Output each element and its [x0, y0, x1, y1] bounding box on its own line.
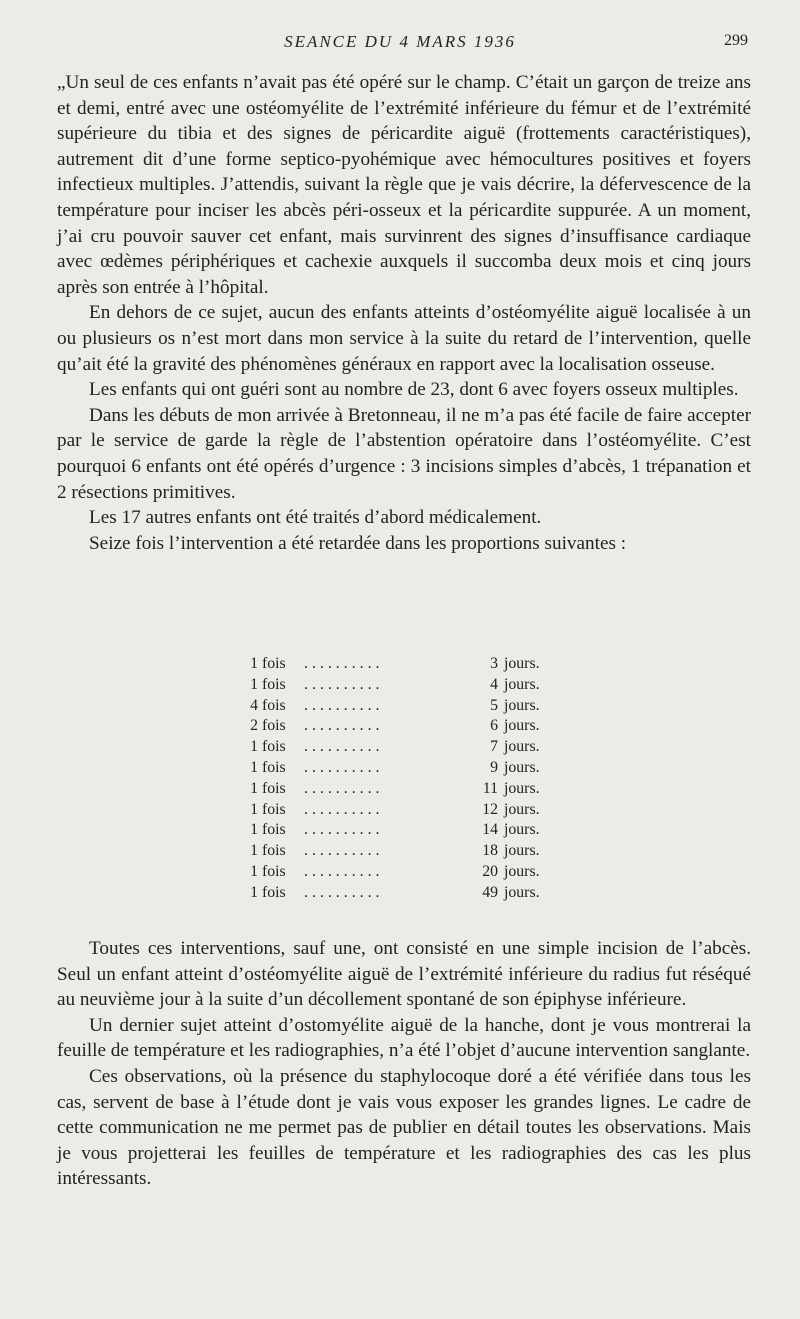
days-cell: 49: [482, 883, 498, 901]
table-row: [236, 779, 564, 800]
label-cell: fois: [262, 842, 286, 860]
days-cell: 3: [490, 655, 498, 672]
label-cell: fois: [262, 655, 286, 672]
leader-dots: ..........: [304, 738, 384, 756]
delay-table: [236, 654, 564, 904]
leader-dots: ..........: [304, 862, 384, 880]
table-row: [236, 862, 564, 883]
paragraph: Les 17 autres enfants ont été traités d’abord médicalement.: [89, 507, 542, 529]
label-cell: fois: [262, 738, 286, 756]
days-cell: 7: [490, 738, 498, 756]
days-cell: 12: [482, 800, 498, 818]
unit-cell: jours.: [504, 696, 540, 714]
days-cell: 14: [482, 821, 498, 839]
days-cell: 11: [482, 779, 498, 797]
count-cell: 1: [250, 862, 258, 880]
paragraph: Un dernier sujet atteint d’ostomyélite aiguë de la hanche, dont je vous montrerai la feuille de température et les radiographies, n’a été l’objet d’aucune intervention sanglante.: [57, 1014, 751, 1062]
table-row: [236, 883, 564, 904]
unit-cell: jours.: [504, 738, 540, 756]
table-row: [236, 820, 564, 841]
count-cell: 1: [250, 738, 258, 756]
unit-cell: jours.: [504, 821, 540, 839]
label-cell: fois: [262, 758, 286, 776]
count-cell: 1: [250, 821, 258, 839]
count-cell: 1: [250, 779, 258, 797]
leader-dots: ..........: [304, 800, 384, 818]
table-row: [236, 800, 564, 821]
unit-cell: jours.: [504, 717, 540, 735]
days-cell: 18: [482, 842, 498, 860]
paragraph: Dans les débuts de mon arrivée à Bretonneau, il ne m’a pas été facile de faire accepter par le service de garde la règle de l’abstention opératoire dans l’ostéomyélite. C’est pourquoi 6 enfants ont été opérés d’urgence : 3 incisions simples d’abcès, 1 trépanation et 2 résections primitives.: [57, 404, 751, 503]
count-cell: 1: [250, 655, 258, 672]
unit-cell: jours.: [504, 842, 540, 860]
leader-dots: ..........: [304, 696, 384, 714]
days-cell: 6: [490, 717, 498, 735]
days-cell: 5: [490, 696, 498, 714]
table-row: [236, 716, 564, 737]
unit-cell: jours.: [504, 883, 540, 901]
table-row: [236, 737, 564, 758]
leader-dots: ..........: [304, 883, 384, 901]
leader-dots: ..........: [304, 675, 384, 693]
days-cell: 9: [490, 758, 498, 776]
unit-cell: jours.: [504, 675, 540, 693]
unit-cell: jours.: [504, 779, 540, 797]
table-row: [236, 758, 564, 779]
label-cell: fois: [262, 800, 286, 818]
table-row: [236, 696, 564, 717]
count-cell: 1: [250, 800, 258, 818]
leader-dots: ..........: [304, 779, 384, 797]
table-row: [236, 675, 564, 696]
leader-dots: ..........: [304, 821, 384, 839]
paragraph: „Un seul de ces enfants n’avait pas été opéré sur le champ. C’était un garçon de treize ans et demi, entré avec une ostéomyélite de l’extrémité inférieure du fémur et de l’extrémité supérieure du tibia et des signes de péricardite aiguë (frottements caractéristiques), autrement dit d’une forme septico-pyohémique avec hémocultures positives et foyers infectieux multiples. J’attendis, suivant la règle que je vais décrire, la défervescence de la température pour inciser les abcès péri-osseux et la péricardite suppurée. A un moment, j’ai cru pouvoir sauver cet enfant, mais survinrent des signes d’insuffisance cardiaque avec œdèmes périphériques et cachexie auxquels il succomba deux mois et cinq jours après son entrée à l’hôpital.: [57, 72, 751, 298]
unit-cell: jours.: [504, 655, 540, 672]
count-cell: 2: [250, 717, 258, 735]
table-row: [236, 841, 564, 862]
label-cell: fois: [262, 883, 286, 901]
unit-cell: jours.: [504, 758, 540, 776]
leader-dots: ..........: [304, 717, 384, 735]
leader-dots: ..........: [304, 758, 384, 776]
leader-dots: ..........: [304, 655, 384, 672]
count-cell: 4: [250, 696, 258, 714]
paragraph: Toutes ces interventions, sauf une, ont consisté en une simple incision de l’abcès. Seul un enfant atteint d’ostéomyélite aiguë de l’extrémité inférieure du radius fut réséqué au neuvième jour à la suite d’un décollement spontané de son épiphyse inférieure.: [57, 938, 751, 1011]
label-cell: fois: [262, 821, 286, 839]
body-text-top: [57, 70, 751, 556]
unit-cell: jours.: [504, 800, 540, 818]
page-header: [0, 32, 800, 56]
unit-cell: jours.: [504, 862, 540, 880]
leader-dots: ..........: [304, 842, 384, 860]
paragraph: Ces observations, où la présence du staphylocoque doré a été vérifiée dans tous les cas, servent de base à l’étude dont je vais vous exposer les grandes lignes. Le cadre de cette communication ne me permet pas de publier en détail toutes les observations. Mais je vous projetterai les feuilles de température et les radiographies des cas les plus intéressants.: [57, 1065, 751, 1190]
label-cell: fois: [262, 675, 286, 693]
days-cell: 4: [490, 675, 498, 693]
count-cell: 1: [250, 883, 258, 901]
label-cell: fois: [262, 717, 286, 735]
label-cell: fois: [262, 696, 286, 714]
table-row: [236, 654, 564, 675]
body-text-bottom: [57, 936, 751, 1192]
label-cell: fois: [262, 779, 286, 797]
count-cell: 1: [250, 758, 258, 776]
label-cell: fois: [262, 862, 286, 880]
page-number: 299: [724, 32, 748, 49]
paragraph: Seize fois l’intervention a été retardée dans les proportions suivantes :: [89, 532, 627, 554]
running-title: SEANCE DU 4 MARS 1936: [284, 32, 516, 51]
count-cell: 1: [250, 842, 258, 860]
paragraph: En dehors de ce sujet, aucun des enfants atteints d’ostéomyélite aiguë localisée à un ou plusieurs os n’est mort dans mon service à la suite du retard de l’intervention, quelle qu’ait été la gravité des phénomènes généraux en rapport avec la localisation osseuse.: [57, 302, 751, 375]
paragraph: Les enfants qui ont guéri sont au nombre de 23, dont 6 avec foyers osseux multiples.: [89, 379, 739, 401]
count-cell: 1: [250, 675, 258, 693]
days-cell: 20: [482, 862, 498, 880]
